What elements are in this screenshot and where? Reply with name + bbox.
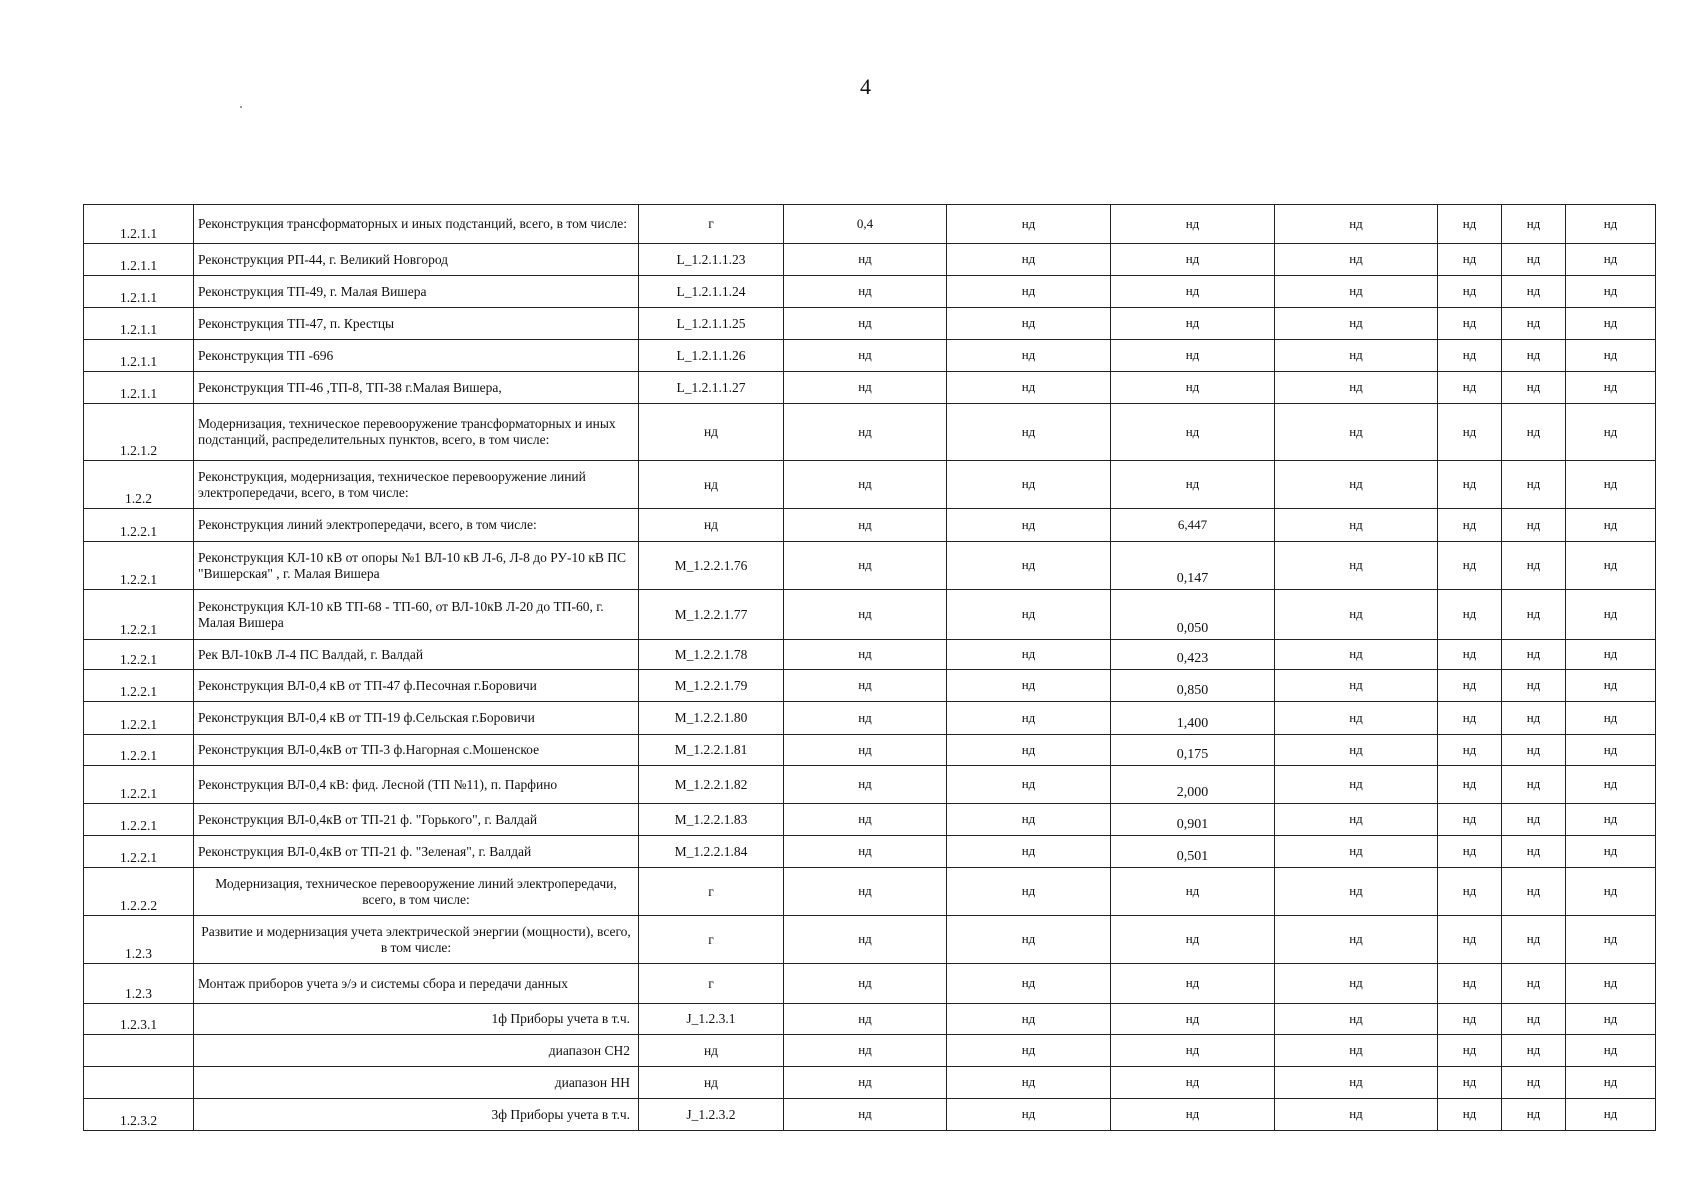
- table-row: [84, 868, 1656, 916]
- row-name-cell: Рек ВЛ-10кВ Л-4 ПС Валдай, г. Валдай: [194, 640, 639, 670]
- value-cell-1: нд: [784, 964, 947, 1004]
- value-cell-5: нд: [1438, 1067, 1502, 1099]
- value-cell-4: нд: [1275, 590, 1438, 640]
- row-code-cell: J_1.2.3.1: [639, 1004, 784, 1035]
- value-cell-5: нд: [1438, 670, 1502, 702]
- value-cell-1: нд: [784, 308, 947, 340]
- table-row: [84, 670, 1656, 702]
- value-cell-5: нд: [1438, 308, 1502, 340]
- value-cell-4: нд: [1275, 276, 1438, 308]
- row-number-cell: 1.2.1.1: [84, 205, 194, 244]
- value-cell-2: нд: [947, 372, 1111, 404]
- table-row: [84, 1099, 1656, 1131]
- value-cell-4: нд: [1275, 1035, 1438, 1067]
- value-cell-1: нд: [784, 804, 947, 836]
- row-number-cell: 1.2.1.1: [84, 372, 194, 404]
- value-cell-6: нд: [1502, 1004, 1566, 1035]
- value-cell-1: нд: [784, 404, 947, 461]
- value-cell-7: нд: [1566, 542, 1656, 590]
- value-cell-7: нд: [1566, 640, 1656, 670]
- value-cell-7: нд: [1566, 766, 1656, 804]
- value-cell-5: нд: [1438, 916, 1502, 964]
- row-code-cell: L_1.2.1.1.26: [639, 340, 784, 372]
- value-cell-6: нд: [1502, 205, 1566, 244]
- value-cell-7: нд: [1566, 205, 1656, 244]
- value-cell-5: нд: [1438, 766, 1502, 804]
- value-cell-5: нд: [1438, 340, 1502, 372]
- table-row: [84, 205, 1656, 244]
- value-cell-2: нд: [947, 670, 1111, 702]
- row-number-cell: 1.2.3: [84, 964, 194, 1004]
- row-number-cell: 1.2.2.1: [84, 766, 194, 804]
- row-number-cell: [84, 1035, 194, 1067]
- value-cell-4: нд: [1275, 964, 1438, 1004]
- row-code-cell: нд: [639, 404, 784, 461]
- value-cell-6: нд: [1502, 766, 1566, 804]
- table-row: [84, 1067, 1656, 1099]
- value-cell-6: нд: [1502, 868, 1566, 916]
- value-cell-3: 0,175: [1111, 735, 1275, 766]
- row-code-cell: нд: [639, 1035, 784, 1067]
- table-row: [84, 509, 1656, 542]
- value-cell-6: нд: [1502, 916, 1566, 964]
- table-row: [84, 340, 1656, 372]
- value-cell-3: 2,000: [1111, 766, 1275, 804]
- row-name-cell: Реконструкция линий электропередачи, всего, в том числе:: [194, 509, 639, 542]
- value-cell-7: нд: [1566, 1004, 1656, 1035]
- value-cell-2: нд: [947, 308, 1111, 340]
- value-cell-3: нд: [1111, 1067, 1275, 1099]
- row-name-cell: Модернизация, техническое перевооружение линий электропередачи, всего, в том числе:: [194, 868, 639, 916]
- table-row: [84, 276, 1656, 308]
- row-number-cell: 1.2.2.1: [84, 509, 194, 542]
- value-cell-7: нд: [1566, 670, 1656, 702]
- row-name-cell: 3ф Приборы учета в т.ч.: [194, 1099, 639, 1131]
- value-cell-1: нд: [784, 461, 947, 509]
- row-code-cell: L_1.2.1.1.25: [639, 308, 784, 340]
- table-row: [84, 244, 1656, 276]
- value-cell-4: нд: [1275, 640, 1438, 670]
- value-cell-1: 0,4: [784, 205, 947, 244]
- value-cell-1: нд: [784, 1004, 947, 1035]
- value-cell-3: нд: [1111, 244, 1275, 276]
- value-cell-4: нд: [1275, 702, 1438, 735]
- row-number-cell: 1.2.2.1: [84, 640, 194, 670]
- value-cell-3: 0,501: [1111, 836, 1275, 868]
- value-cell-5: нд: [1438, 868, 1502, 916]
- value-cell-1: нд: [784, 766, 947, 804]
- value-cell-3: нд: [1111, 404, 1275, 461]
- row-code-cell: М_1.2.2.1.77: [639, 590, 784, 640]
- value-cell-6: нд: [1502, 340, 1566, 372]
- value-cell-2: нд: [947, 916, 1111, 964]
- row-code-cell: г: [639, 205, 784, 244]
- table-row: [84, 372, 1656, 404]
- value-cell-1: нд: [784, 372, 947, 404]
- row-number-cell: 1.2.2.1: [84, 542, 194, 590]
- row-name-cell: Реконструкция КЛ-10 кВ ТП-68 - ТП-60, от ВЛ-10кВ Л-20 до ТП-60, г. Малая Вишера: [194, 590, 639, 640]
- value-cell-2: нд: [947, 276, 1111, 308]
- row-name-cell: Реконструкция ВЛ-0,4кВ от ТП-3 ф.Нагорная с.Мошенское: [194, 735, 639, 766]
- value-cell-7: нд: [1566, 404, 1656, 461]
- value-cell-3: нд: [1111, 340, 1275, 372]
- value-cell-3: 0,850: [1111, 670, 1275, 702]
- value-cell-7: нд: [1566, 868, 1656, 916]
- value-cell-2: нд: [947, 1004, 1111, 1035]
- value-cell-7: нд: [1566, 735, 1656, 766]
- value-cell-3: нд: [1111, 1035, 1275, 1067]
- row-name-cell: 1ф Приборы учета в т.ч.: [194, 1004, 639, 1035]
- value-cell-3: нд: [1111, 276, 1275, 308]
- row-code-cell: L_1.2.1.1.27: [639, 372, 784, 404]
- value-cell-1: нд: [784, 836, 947, 868]
- value-cell-2: нд: [947, 1099, 1111, 1131]
- value-cell-2: нд: [947, 461, 1111, 509]
- value-cell-3: нд: [1111, 1004, 1275, 1035]
- row-name-cell: Реконструкция ВЛ-0,4 кВ от ТП-19 ф.Сельская г.Боровичи: [194, 702, 639, 735]
- value-cell-3: нд: [1111, 372, 1275, 404]
- value-cell-3: нд: [1111, 1099, 1275, 1131]
- row-code-cell: М_1.2.2.1.81: [639, 735, 784, 766]
- value-cell-6: нд: [1502, 372, 1566, 404]
- value-cell-1: нд: [784, 1035, 947, 1067]
- value-cell-4: нд: [1275, 735, 1438, 766]
- value-cell-6: нд: [1502, 964, 1566, 1004]
- row-code-cell: М_1.2.2.1.79: [639, 670, 784, 702]
- value-cell-4: нд: [1275, 372, 1438, 404]
- value-cell-5: нд: [1438, 964, 1502, 1004]
- value-cell-5: нд: [1438, 244, 1502, 276]
- value-cell-4: нд: [1275, 308, 1438, 340]
- row-name-cell: Монтаж приборов учета э/э и системы сбора и передачи данных: [194, 964, 639, 1004]
- value-cell-1: нд: [784, 735, 947, 766]
- row-code-cell: М_1.2.2.1.80: [639, 702, 784, 735]
- value-cell-3: 0,423: [1111, 640, 1275, 670]
- value-cell-2: нд: [947, 1067, 1111, 1099]
- value-cell-4: нд: [1275, 404, 1438, 461]
- value-cell-2: нд: [947, 509, 1111, 542]
- row-code-cell: г: [639, 916, 784, 964]
- row-name-cell: Реконструкция, модернизация, техническое перевооружение линий электропередачи, всего, в том числе:: [194, 461, 639, 509]
- value-cell-7: нд: [1566, 836, 1656, 868]
- value-cell-2: нд: [947, 868, 1111, 916]
- value-cell-6: нд: [1502, 640, 1566, 670]
- value-cell-6: нд: [1502, 1067, 1566, 1099]
- value-cell-7: нд: [1566, 916, 1656, 964]
- table-row: [84, 308, 1656, 340]
- value-cell-7: нд: [1566, 590, 1656, 640]
- value-cell-5: нд: [1438, 404, 1502, 461]
- value-cell-3: 0,901: [1111, 804, 1275, 836]
- row-name-cell: Реконструкция ВЛ-0,4кВ от ТП-21 ф. "Зеленая", г. Валдай: [194, 836, 639, 868]
- value-cell-1: нд: [784, 340, 947, 372]
- value-cell-4: нд: [1275, 766, 1438, 804]
- value-cell-4: нд: [1275, 1067, 1438, 1099]
- value-cell-4: нд: [1275, 836, 1438, 868]
- value-cell-7: нд: [1566, 276, 1656, 308]
- row-number-cell: 1.2.1.1: [84, 340, 194, 372]
- table-row: [84, 461, 1656, 509]
- value-cell-5: нд: [1438, 1035, 1502, 1067]
- value-cell-1: нд: [784, 276, 947, 308]
- row-code-cell: нд: [639, 509, 784, 542]
- row-name-cell: Развитие и модернизация учета электрической энергии (мощности), всего, в том числе:: [194, 916, 639, 964]
- value-cell-7: нд: [1566, 244, 1656, 276]
- row-number-cell: 1.2.1.1: [84, 276, 194, 308]
- value-cell-2: нд: [947, 964, 1111, 1004]
- row-number-cell: 1.2.2.2: [84, 868, 194, 916]
- value-cell-3: нд: [1111, 308, 1275, 340]
- value-cell-3: нд: [1111, 461, 1275, 509]
- value-cell-6: нд: [1502, 509, 1566, 542]
- row-number-cell: 1.2.3.2: [84, 1099, 194, 1131]
- value-cell-2: нд: [947, 804, 1111, 836]
- value-cell-5: нд: [1438, 276, 1502, 308]
- row-code-cell: М_1.2.2.1.76: [639, 542, 784, 590]
- value-cell-1: нд: [784, 670, 947, 702]
- row-name-cell: Реконструкция ВЛ-0,4 кВ от ТП-47 ф.Песочная г.Боровичи: [194, 670, 639, 702]
- value-cell-3: 0,050: [1111, 590, 1275, 640]
- value-cell-2: нд: [947, 205, 1111, 244]
- value-cell-7: нд: [1566, 1067, 1656, 1099]
- value-cell-4: нд: [1275, 509, 1438, 542]
- value-cell-5: нд: [1438, 1004, 1502, 1035]
- page-number: 4: [860, 74, 871, 99]
- table-row: [84, 735, 1656, 766]
- row-number-cell: 1.2.2.1: [84, 735, 194, 766]
- row-number-cell: 1.2.2.1: [84, 836, 194, 868]
- value-cell-1: нд: [784, 244, 947, 276]
- value-cell-5: нд: [1438, 542, 1502, 590]
- row-name-cell: Реконструкция ВЛ-0,4 кВ: фид. Лесной (ТП №11), п. Парфино: [194, 766, 639, 804]
- value-cell-6: нд: [1502, 1035, 1566, 1067]
- scan-speck: [240, 106, 242, 108]
- value-cell-5: нд: [1438, 735, 1502, 766]
- value-cell-2: нд: [947, 244, 1111, 276]
- value-cell-2: нд: [947, 590, 1111, 640]
- value-cell-5: нд: [1438, 1099, 1502, 1131]
- row-number-cell: 1.2.3: [84, 916, 194, 964]
- value-cell-1: нд: [784, 640, 947, 670]
- value-cell-4: нд: [1275, 1099, 1438, 1131]
- row-name-cell: диапазон СН2: [194, 1035, 639, 1067]
- value-cell-4: нд: [1275, 868, 1438, 916]
- row-number-cell: 1.2.1.1: [84, 308, 194, 340]
- value-cell-2: нд: [947, 836, 1111, 868]
- value-cell-1: нд: [784, 1099, 947, 1131]
- value-cell-1: нд: [784, 916, 947, 964]
- value-cell-6: нд: [1502, 1099, 1566, 1131]
- value-cell-2: нд: [947, 340, 1111, 372]
- value-cell-4: нд: [1275, 205, 1438, 244]
- table-body: [84, 205, 1656, 1131]
- row-name-cell: диапазон НН: [194, 1067, 639, 1099]
- table-row: [84, 916, 1656, 964]
- row-number-cell: 1.2.1.1: [84, 244, 194, 276]
- value-cell-6: нд: [1502, 836, 1566, 868]
- value-cell-4: нд: [1275, 916, 1438, 964]
- value-cell-5: нд: [1438, 836, 1502, 868]
- value-cell-4: нд: [1275, 542, 1438, 590]
- row-name-cell: Реконструкция КЛ-10 кВ от опоры №1 ВЛ-10 кВ Л-6, Л-8 до РУ-10 кВ ПС "Вишерская" , г. Малая Вишера: [194, 542, 639, 590]
- row-code-cell: нд: [639, 1067, 784, 1099]
- value-cell-3: нд: [1111, 916, 1275, 964]
- value-cell-2: нд: [947, 702, 1111, 735]
- row-name-cell: Реконструкция ВЛ-0,4кВ от ТП-21 ф. "Горького", г. Валдай: [194, 804, 639, 836]
- row-code-cell: нд: [639, 461, 784, 509]
- value-cell-1: нд: [784, 590, 947, 640]
- table-row: [84, 702, 1656, 735]
- row-number-cell: 1.2.2: [84, 461, 194, 509]
- value-cell-6: нд: [1502, 542, 1566, 590]
- row-code-cell: г: [639, 868, 784, 916]
- value-cell-5: нд: [1438, 372, 1502, 404]
- value-cell-5: нд: [1438, 590, 1502, 640]
- value-cell-6: нд: [1502, 244, 1566, 276]
- row-code-cell: L_1.2.1.1.24: [639, 276, 784, 308]
- value-cell-4: нд: [1275, 804, 1438, 836]
- table-row: [84, 590, 1656, 640]
- value-cell-5: нд: [1438, 461, 1502, 509]
- row-number-cell: 1.2.2.1: [84, 590, 194, 640]
- value-cell-2: нд: [947, 735, 1111, 766]
- table-row: [84, 1035, 1656, 1067]
- value-cell-2: нд: [947, 1035, 1111, 1067]
- value-cell-6: нд: [1502, 404, 1566, 461]
- value-cell-7: нд: [1566, 702, 1656, 735]
- value-cell-5: нд: [1438, 702, 1502, 735]
- row-number-cell: 1.2.2.1: [84, 702, 194, 735]
- value-cell-4: нд: [1275, 1004, 1438, 1035]
- table-row: [84, 964, 1656, 1004]
- value-cell-7: нд: [1566, 372, 1656, 404]
- row-name-cell: Реконструкция ТП-47, п. Крестцы: [194, 308, 639, 340]
- value-cell-5: нд: [1438, 205, 1502, 244]
- value-cell-7: нд: [1566, 461, 1656, 509]
- row-number-cell: 1.2.1.2: [84, 404, 194, 461]
- value-cell-3: нд: [1111, 964, 1275, 1004]
- value-cell-2: нд: [947, 404, 1111, 461]
- row-code-cell: М_1.2.2.1.83: [639, 804, 784, 836]
- value-cell-4: нд: [1275, 670, 1438, 702]
- value-cell-6: нд: [1502, 702, 1566, 735]
- value-cell-5: нд: [1438, 804, 1502, 836]
- table-row: [84, 1004, 1656, 1035]
- value-cell-3: нд: [1111, 868, 1275, 916]
- row-name-cell: Реконструкция трансформаторных и иных подстанций, всего, в том числе:: [194, 205, 639, 244]
- row-number-cell: 1.2.3.1: [84, 1004, 194, 1035]
- row-number-cell: 1.2.2.1: [84, 670, 194, 702]
- value-cell-2: нд: [947, 640, 1111, 670]
- row-name-cell: Реконструкция ТП -696: [194, 340, 639, 372]
- row-code-cell: М_1.2.2.1.84: [639, 836, 784, 868]
- table-row: [84, 640, 1656, 670]
- value-cell-6: нд: [1502, 804, 1566, 836]
- value-cell-6: нд: [1502, 308, 1566, 340]
- value-cell-3: 6,447: [1111, 509, 1275, 542]
- row-code-cell: М_1.2.2.1.78: [639, 640, 784, 670]
- value-cell-1: нд: [784, 868, 947, 916]
- value-cell-3: 0,147: [1111, 542, 1275, 590]
- value-cell-7: нд: [1566, 964, 1656, 1004]
- value-cell-5: нд: [1438, 509, 1502, 542]
- row-code-cell: М_1.2.2.1.82: [639, 766, 784, 804]
- row-name-cell: Реконструкция РП-44, г. Великий Новгород: [194, 244, 639, 276]
- value-cell-7: нд: [1566, 308, 1656, 340]
- value-cell-1: нд: [784, 702, 947, 735]
- row-name-cell: Реконструкция ТП-49, г. Малая Вишера: [194, 276, 639, 308]
- value-cell-3: нд: [1111, 205, 1275, 244]
- value-cell-7: нд: [1566, 804, 1656, 836]
- value-cell-7: нд: [1566, 509, 1656, 542]
- value-cell-4: нд: [1275, 244, 1438, 276]
- row-number-cell: 1.2.2.1: [84, 804, 194, 836]
- value-cell-4: нд: [1275, 461, 1438, 509]
- value-cell-7: нд: [1566, 1035, 1656, 1067]
- table-row: [84, 404, 1656, 461]
- table-row: [84, 766, 1656, 804]
- table-row: [84, 542, 1656, 590]
- value-cell-5: нд: [1438, 640, 1502, 670]
- value-cell-2: нд: [947, 766, 1111, 804]
- value-cell-1: нд: [784, 1067, 947, 1099]
- value-cell-4: нд: [1275, 340, 1438, 372]
- investment-program-table: [83, 204, 1656, 1131]
- value-cell-7: нд: [1566, 1099, 1656, 1131]
- row-number-cell: [84, 1067, 194, 1099]
- value-cell-1: нд: [784, 542, 947, 590]
- value-cell-6: нд: [1502, 670, 1566, 702]
- table-row: [84, 804, 1656, 836]
- row-code-cell: J_1.2.3.2: [639, 1099, 784, 1131]
- value-cell-6: нд: [1502, 590, 1566, 640]
- value-cell-3: 1,400: [1111, 702, 1275, 735]
- value-cell-6: нд: [1502, 461, 1566, 509]
- row-name-cell: Модернизация, техническое перевооружение трансформаторных и иных подстанций, распределительных пунктов, всего, в том числе:: [194, 404, 639, 461]
- value-cell-2: нд: [947, 542, 1111, 590]
- value-cell-6: нд: [1502, 276, 1566, 308]
- value-cell-1: нд: [784, 509, 947, 542]
- row-code-cell: L_1.2.1.1.23: [639, 244, 784, 276]
- value-cell-6: нд: [1502, 735, 1566, 766]
- row-name-cell: Реконструкция ТП-46 ,ТП-8, ТП-38 г.Малая Вишера,: [194, 372, 639, 404]
- row-code-cell: г: [639, 964, 784, 1004]
- table-row: [84, 836, 1656, 868]
- value-cell-7: нд: [1566, 340, 1656, 372]
